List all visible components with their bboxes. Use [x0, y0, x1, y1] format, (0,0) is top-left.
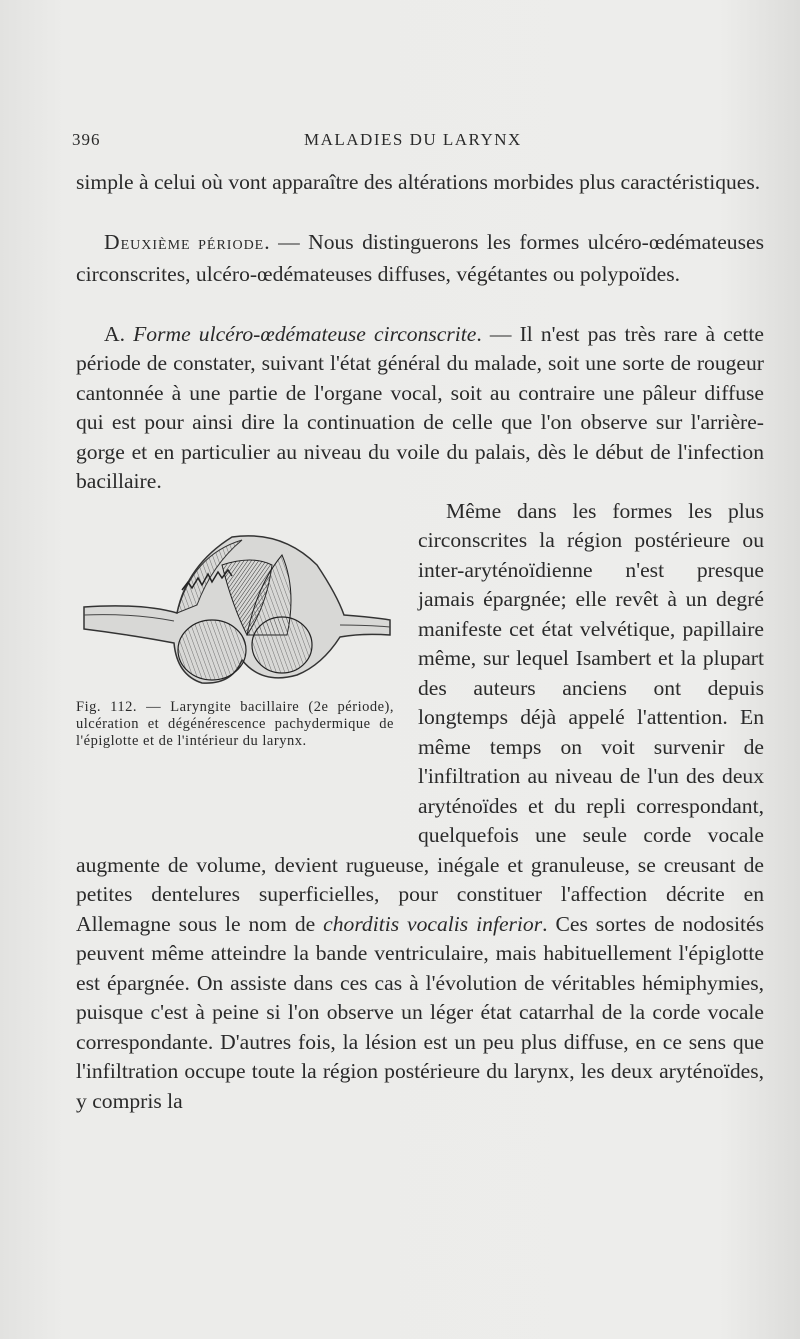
paragraph-forme-circonscrite [76, 320, 764, 497]
latin-term: chorditis vocalis inferior [323, 911, 543, 936]
section-heading-initial: D [104, 229, 121, 254]
paragraph-deuxieme-periode [76, 228, 764, 290]
paragraph-text: Même dans les formes les plus circonscrites la région postérieure ou inter-aryténoïdienne n'est presque jamais épargnée; elle revêt à un degré manifeste cet état velvétique, papillaire même, sur lequel Isambert et la plupart des auteurs anciens ont depuis longtemps déjà appelé l'attention. En même temps on voit survenir de l'infiltration au niveau de l'un des deux aryténoïdes et du repli correspondant, quelquefois une seule corde vocale augmente de volume, devient rugueuse, inégale et granuleuse, se creusant de petites dentelures superficielles, pour constituer l'affection décrite en Allemagne sous le nom de [76, 498, 764, 936]
page-header [72, 130, 762, 154]
page-body [76, 168, 764, 1116]
paragraph-text: . — Nous distinguerons les formes ulcéro-œdémateuses circonscrites, ulcéro-œdémateuses diffuses, végétantes ou polypoïdes. [76, 229, 764, 286]
paragraph-continuation: simple à celui où vont apparaître des altérations morbides plus caractéristiques. [76, 170, 761, 194]
subsection-label: A. [104, 321, 134, 346]
paragraph-text: . Ces sortes de nodosités peuvent même atteindre la bande ventriculaire, mais habituellement l'épiglotte est épargnée. On assiste dans ces cas à l'évolution de véritables hémiphymies, puisque c'est à peine si l'on observe un léger état catarrhal de la corde vocale correspondante. D'autres fois, la lésion est un peu plus diffuse, en ce sens que l'infiltration occupe toute la région postérieure du larynx, les deux aryténoïdes, y compris la [76, 911, 764, 1113]
section-heading-rest: EUXIÈME PÉRIODE [120, 237, 265, 253]
subsection-title: Forme ulcéro-œdémateuse circonscrite [133, 321, 477, 346]
page-number: 396 [72, 130, 101, 149]
larynx-engraving-icon [82, 525, 392, 695]
paragraph-text: . — Il n'est pas très rare à cette période de constater, suivant l'état général du malade, soit une sorte de rougeur cantonnée à une partie de l'organe vocal, soit au contraire une pâleur diffuse qui est pour ainsi dire la continuation de celle que l'on observe sur l'arrière-gorge et en particulier au niveau du voile du palais, dès le début de l'infection bacillaire. [76, 321, 764, 493]
figure-112 [76, 497, 406, 827]
running-title: MALADIES DU LARYNX [304, 130, 522, 149]
figure-caption: Fig. 112. — Laryngite bacillaire (2e période), ulcération et dégénérescence pachydermique de l'épiglotte et de l'intérieur du larynx. [76, 698, 394, 749]
